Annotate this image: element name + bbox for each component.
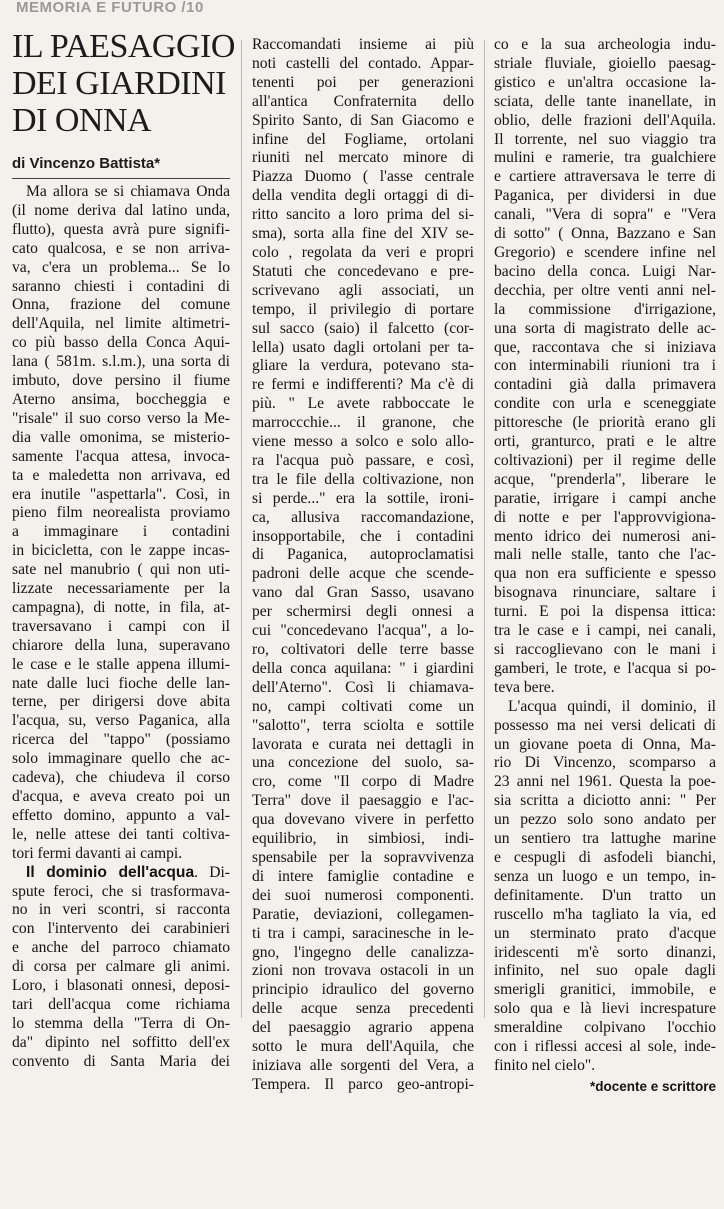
- text-line: si raccoglievano con le mani i: [494, 641, 716, 658]
- text-line: tra le case e i campi, nei canali,: [494, 622, 716, 640]
- text-line: da" dipinto nel soffitto dell'ex: [12, 1033, 230, 1051]
- text-line: Loro, i blasonati onnesi, deposi-: [12, 977, 230, 995]
- text-line: no, campi coltivati come un: [252, 697, 474, 715]
- text-line: dell'Aterno". Così li chiamava-: [252, 678, 474, 696]
- headline-line: IL PAESAGGIO: [12, 28, 235, 65]
- text-line: Il torrente, nel suo viaggio tra: [494, 130, 716, 148]
- text-line: qua dovevano vivere in perfetto: [252, 811, 474, 829]
- text-line: e cespugli di asfodeli bianchi,: [494, 848, 716, 866]
- text-line: vano dal Gran Sasso, usavano: [252, 584, 474, 602]
- text-line: (il nome deriva dal latino unda,: [12, 201, 230, 219]
- text-line: a immaginare i contadini: [12, 523, 230, 541]
- text-line: Gregorio) e scendere infine nel: [494, 243, 716, 261]
- text-line: Spirito Santo, di San Giacomo e: [252, 111, 474, 129]
- text-line: mali nelle stalle, tanto che l'ac-: [494, 546, 716, 564]
- text-line: "salotto", terra sciolta e sottile: [252, 716, 474, 734]
- text-line: cui "concedevano l'acqua", a lo-: [252, 622, 474, 640]
- text-line: tra le file della coltivazione, non: [252, 470, 474, 488]
- text-line: lizzate necessariamente per la: [12, 580, 230, 598]
- text-line: tori fermi davanti ai campi.: [12, 844, 183, 862]
- text-line: campagna), di notte, in fila, at-: [12, 598, 230, 616]
- text-line: co più basso della Conca Aqui-: [12, 334, 230, 352]
- text-line: di Paganica, autoproclamatisi: [252, 546, 474, 564]
- text-line: di notte e per l'approvvigiona-: [494, 508, 716, 526]
- text-line: ca, allusiva raccomandazione,: [252, 508, 474, 526]
- text-line: saranno chiesti i contadini di: [12, 277, 230, 295]
- text-line: Paratie, deviazioni, collegamen-: [252, 905, 474, 923]
- text-line: principio idraulico del governo: [252, 981, 474, 999]
- text-line: samente l'acqua attesa, invoca-: [12, 447, 230, 465]
- subheading: Il dominio dell'acqua: [26, 863, 195, 881]
- text-line: L'acqua quindi, il dominio, il: [508, 697, 716, 715]
- text-line: pittoresche (le priorità erano gli: [494, 414, 716, 432]
- text-line: contadini già dalla primavera: [494, 376, 716, 394]
- text-line: un sentiero tra lattughe marine: [494, 830, 716, 848]
- text-line: oblio, delle frazioni dell'Aquila.: [494, 111, 716, 129]
- text-line: striale fluviale, gioiello paesag-: [494, 54, 716, 72]
- text-line: turni. E poi la dispensa ittica:: [494, 603, 716, 621]
- text-line: tenenti poi per generazioni: [252, 73, 474, 91]
- text-line: flutto), questa avrà pure signifi-: [12, 220, 230, 238]
- text-line: ra l'acqua può passare, e così,: [252, 451, 474, 469]
- text-line: un sterminato prato d'acque: [494, 924, 716, 942]
- text-line: gistico e un'altra occasione la-: [494, 73, 716, 91]
- text-line: era inutile "aspettarla". Così, in: [12, 485, 230, 503]
- text-line: iridescenti m'è sorto dinanzi,: [494, 943, 716, 961]
- text-line: spensabile per la sopravvivenza: [252, 848, 474, 866]
- text-line: no in veri scontri, si racconta: [12, 901, 230, 919]
- text-line: solo immaginare quello che ac-: [12, 750, 230, 768]
- text-line: delle acque senza precedenti: [252, 1000, 474, 1018]
- headline-line: DI ONNA: [12, 102, 152, 139]
- text-line: ro, coltivatori delle terre basse: [252, 641, 474, 658]
- text-line: riuniti nel mercato minore di: [252, 149, 474, 167]
- text-line: cro, come "Il corpo di Madre: [252, 773, 474, 791]
- text-line: le case e le stalle appena illumi-: [12, 655, 230, 673]
- text-line: "risale" il suo corso verso la Me-: [12, 409, 230, 427]
- text-line: le, nelle attese dei tanti coltiva-: [12, 825, 230, 843]
- text-line: solo qua e là lievi increspature: [494, 1000, 716, 1018]
- text-line: condite con urla e sceneggiate: [494, 395, 716, 413]
- article-column-1: [12, 183, 230, 1209]
- text-line: Terra" dove il paesaggio e l'ac-: [252, 792, 474, 810]
- text-line: finito nel cielo".: [494, 1056, 596, 1074]
- text-line: possesso ma nei versi delicati di: [494, 716, 716, 734]
- text-line: lo stemma della "Terra di On-: [12, 1014, 230, 1032]
- text-line: va, c'era un problema... Se lo: [12, 258, 230, 276]
- text-line: pieno film neorealista proviamo: [12, 504, 230, 522]
- text-line: si perde..." era la sottile, ironi-: [252, 489, 474, 507]
- text-line: chiarore della luna, superavano: [12, 636, 230, 654]
- subheading-continuation: . Di-: [194, 863, 230, 881]
- text-line: mulini e ramerie, tra gualchiere: [494, 149, 716, 167]
- text-line: con i riflessi accesi al sole, inde-: [494, 1038, 716, 1056]
- text-line: una concezione del suolo, sa-: [252, 754, 474, 772]
- text-line: paratie, irrigare i campi anche: [494, 489, 716, 507]
- text-line: dei suoi numerosi componenti.: [252, 886, 474, 904]
- text-line: qua non era sufficiente e spesso: [494, 565, 716, 583]
- text-line: sate nel manubrio ( qui non uti-: [12, 561, 230, 579]
- text-line: marroccchie... il granone, che: [252, 414, 474, 432]
- text-line: coltivazioni) per il regime delle: [494, 451, 716, 469]
- text-line: padroni delle acque che scende-: [252, 565, 474, 583]
- text-line: ritto sancito a loro prima del si-: [252, 206, 474, 224]
- text-line: con l'intervento dei carabinieri: [12, 920, 230, 938]
- text-line: rio Di Vincenzo, scomparso a: [494, 754, 716, 772]
- column-divider: [241, 40, 242, 1018]
- text-line: co e la sua archeologia indu-: [494, 36, 716, 53]
- text-line: della conca aquilana: " i giardini: [252, 659, 474, 677]
- text-line: convento di Santa Maria dei: [12, 1052, 230, 1070]
- text-line: e anche del parroco chiamato: [12, 939, 230, 957]
- text-line: noti castelli del contado. Appar-: [252, 54, 474, 72]
- text-line: definitamente. D'un tratto un: [494, 886, 716, 904]
- text-line: la commissione d'irrigazione,: [494, 300, 716, 318]
- article-column-2: [252, 36, 474, 1093]
- text-line: Paganica, per dividersi in due: [494, 187, 716, 205]
- text-line: effetto domino, appunto a val-: [12, 806, 230, 824]
- text-line: e cartiere attraversava le terre di: [494, 168, 716, 186]
- text-line: di corsa per calmare gli animi.: [12, 958, 230, 976]
- text-line: bisognava rinunciare, saltare i: [494, 584, 716, 602]
- text-line: imbuto, dove persino il fiume: [12, 372, 230, 390]
- text-line: spute feroci, che si trasformava-: [12, 882, 230, 900]
- text-line: scrivevano agli associati, un: [252, 281, 474, 299]
- text-line: in bicicletta, con le zappe incas-: [12, 542, 230, 560]
- article-column-3: [494, 36, 716, 1094]
- text-line: ricerca del "tappo" (possiamo: [12, 731, 230, 749]
- text-line: equilibrio, in simbiosi, indi-: [252, 830, 474, 848]
- subheading-line: [12, 864, 230, 883]
- text-line: smerigli granitici, immobile, e: [494, 981, 716, 999]
- text-line: del paesaggio agrario appena: [252, 1019, 474, 1037]
- text-line: sia scritta a diciotto anni: " Per: [494, 792, 716, 810]
- text-line: gamberi, le trote, e l'acqua si po-: [494, 659, 716, 677]
- text-line: di sotto" ( Onna, Bazzano e San: [494, 225, 716, 243]
- text-line: Aterno ansima, boccheggia e: [12, 390, 230, 408]
- text-line: con interminabili riunioni tra i: [494, 357, 716, 375]
- text-line: orti, granturco, prati e le altre: [494, 433, 716, 451]
- text-line: dia valle omonima, se misterio-: [12, 428, 230, 446]
- text-line: infine del Fogliame, ortolani: [252, 130, 474, 148]
- text-line: iniziava alle sorgenti del Vera, a: [252, 1056, 474, 1074]
- text-line: gliare la verdura, potevano sta-: [252, 357, 474, 375]
- text-line: Raccomandati insieme ai più: [252, 36, 474, 53]
- text-line: cadeva), che chiudeva il corso: [12, 769, 230, 787]
- text-line: ta e maledetta non arrivava, ed: [12, 466, 230, 484]
- text-line: cato qualcosa, e se non arriva-: [12, 239, 230, 257]
- text-line: un giovane poeta di Onna, Ma-: [494, 735, 716, 753]
- text-line: viene messo a solco e solo allo-: [252, 433, 474, 451]
- text-line: re fermi e indifferenti? Ma c'è di: [252, 376, 474, 394]
- text-line: sotto le mura dell'Aquila, che: [252, 1038, 474, 1056]
- text-line: insopportabile, che i contadini: [252, 527, 474, 545]
- text-line: infinito, nel suo opale dagli: [494, 962, 716, 980]
- text-line: canali, "Vera di sopra" e "Vera: [494, 206, 716, 224]
- text-line: traversavano i campi con il: [12, 617, 230, 635]
- text-line: que, raccontava che si iniziava: [494, 338, 716, 356]
- text-line: Ma allora se si chiamava Onda: [26, 183, 230, 200]
- text-line: tempo, il privilegio di portare: [252, 300, 474, 318]
- text-line: tari dell'acqua come richiama: [12, 995, 230, 1013]
- text-line: all'antica Confraternita dello: [252, 92, 474, 110]
- author-signature: *docente e scrittore: [589, 1078, 716, 1094]
- text-line: dell'Aquila, nel limite altimetri-: [12, 315, 230, 333]
- text-line: gno, l'ingegno delle canalizza-: [252, 943, 474, 961]
- text-line: 23 anni nel 1961. Questa la poe-: [494, 773, 716, 791]
- text-line: terne, per dirigersi dove abita: [12, 693, 230, 711]
- text-line: sciata, delle tante inanellate, in: [494, 92, 716, 110]
- text-line: mento idrico dei numerosi ani-: [494, 527, 716, 545]
- text-line: Piazza Duomo ( l'asse centrale: [252, 168, 474, 186]
- text-line: lella) usato dagli ortolani per ta-: [252, 338, 474, 356]
- column-divider: [484, 40, 485, 1018]
- text-line: un pezzo solo sono andato per: [494, 811, 716, 829]
- text-line: lavorata e curata nei dettagli in: [252, 735, 474, 753]
- text-line: lana ( 581m. s.l.m.), una sorta di: [12, 353, 230, 371]
- text-line: della vendita degli ortaggi di di-: [252, 187, 474, 205]
- text-line: d'acqua, e aveva creato poi un: [12, 788, 230, 805]
- text-line: l'acqua, su, verso Paganica, alla: [12, 712, 230, 730]
- text-line: Tempera. Il parco geo-antropi-: [252, 1075, 474, 1093]
- section-kicker: MEMORIA E FUTURO /10: [16, 0, 204, 16]
- text-line: senza un luogo e un tempo, in-: [494, 867, 716, 885]
- text-line: bacino della conca. Luigi Nar-: [494, 262, 716, 280]
- text-line: di intere famiglie contadine e: [252, 867, 474, 885]
- text-line: ruscello m'ha tagliato la via, ed: [494, 905, 716, 923]
- text-line: per schermirsi degli onnesi a: [252, 603, 474, 621]
- text-line: Onna, frazione del comune: [12, 296, 230, 314]
- text-line: smeraldine colpivano l'occhio: [494, 1019, 716, 1037]
- text-line: ti tra i campi, saracinesche in le-: [252, 924, 474, 942]
- text-line: sma), sorta alla fine del XIV se-: [252, 225, 474, 243]
- text-line: colo , regolata da veri e propri: [252, 243, 474, 261]
- text-line: teva bere.: [494, 678, 555, 696]
- text-line: acque, "prenderla", liberare le: [494, 470, 716, 488]
- text-line: zioni non trovava ostacoli in un: [252, 962, 474, 980]
- text-line: decchia, per oltre venti anni nel-: [494, 281, 716, 299]
- text-line: Statuti che concedevano e pre-: [252, 262, 474, 280]
- text-line: una sorta di magistrato delle ac-: [494, 319, 716, 337]
- byline: di Vincenzo Battista*: [12, 155, 230, 179]
- text-line: nate dalle luci fioche delle lan-: [12, 674, 230, 692]
- headline-line: DEI GIARDINI: [12, 65, 227, 102]
- text-line: sul sacco (saio) il falcetto (cor-: [252, 319, 474, 337]
- text-line: più. " Le avete rabboccate le: [252, 395, 474, 413]
- headline: [12, 28, 240, 139]
